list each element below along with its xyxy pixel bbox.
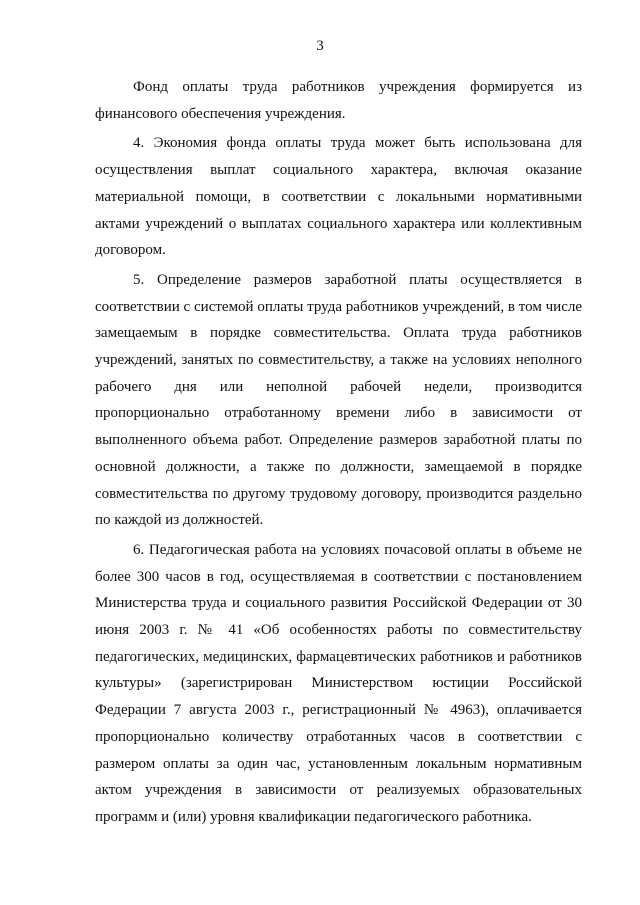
- paragraph-4-wage-savings: 4. Экономия фонда оплаты труда может быть использована для осуществления выплат социального характера, включая оказание материальной помощи, в соответствии с локальными нормативными актами учреждений о выплатах социального характера или коллективным договором.: [95, 135, 582, 259]
- paragraph-6-pedagogical-work: 6. Педагогическая работа на условиях почасовой оплаты в объеме не более 300 часов в год, осуществляемая в соответствии с постановлением Министерства труда и социального развития Российской Федерации от 30 июня 2003 г. № 41 «Об особенностях работы по совместительству педагогических, медицинских, фармацевтических работников и работников культуры» (зарегистрирован Министерством юстиции Российской Федерации 7 августа 2003 г., регистрационный № 4963), оплачивается пропорционально количеству отработанных часов в соответствии с размером оплаты за один час, установленным локальным нормативным актом учреждения в зависимости от реализуемых образовательных программ и (или) уровня квалификации педагогического работника.: [95, 541, 582, 825]
- page-number: 3: [316, 38, 324, 54]
- document-body: [95, 74, 582, 831]
- paragraph-5-salary-determination: 5. Определение размеров заработной платы осуществляется в соответствии с системой оплаты труда работников учреждений, в том числе замещаемым в порядке совместительства. Оплата труда работников учреждений, занятых по совместительству, а также на условиях неполного рабочего дня или неполной рабочей недели, производится пропорционально отработанному времени либо в зависимости от выполненного объема работ. Определение размеров заработной платы по основной должности, а также по должности, замещаемой в порядке совместительства по другому трудовому договору, производится раздельно по каждой из должностей.: [95, 271, 582, 529]
- paragraph-wage-fund: Фонд оплаты труда работников учреждения формируется из финансового обеспечения учреждения.: [95, 79, 582, 122]
